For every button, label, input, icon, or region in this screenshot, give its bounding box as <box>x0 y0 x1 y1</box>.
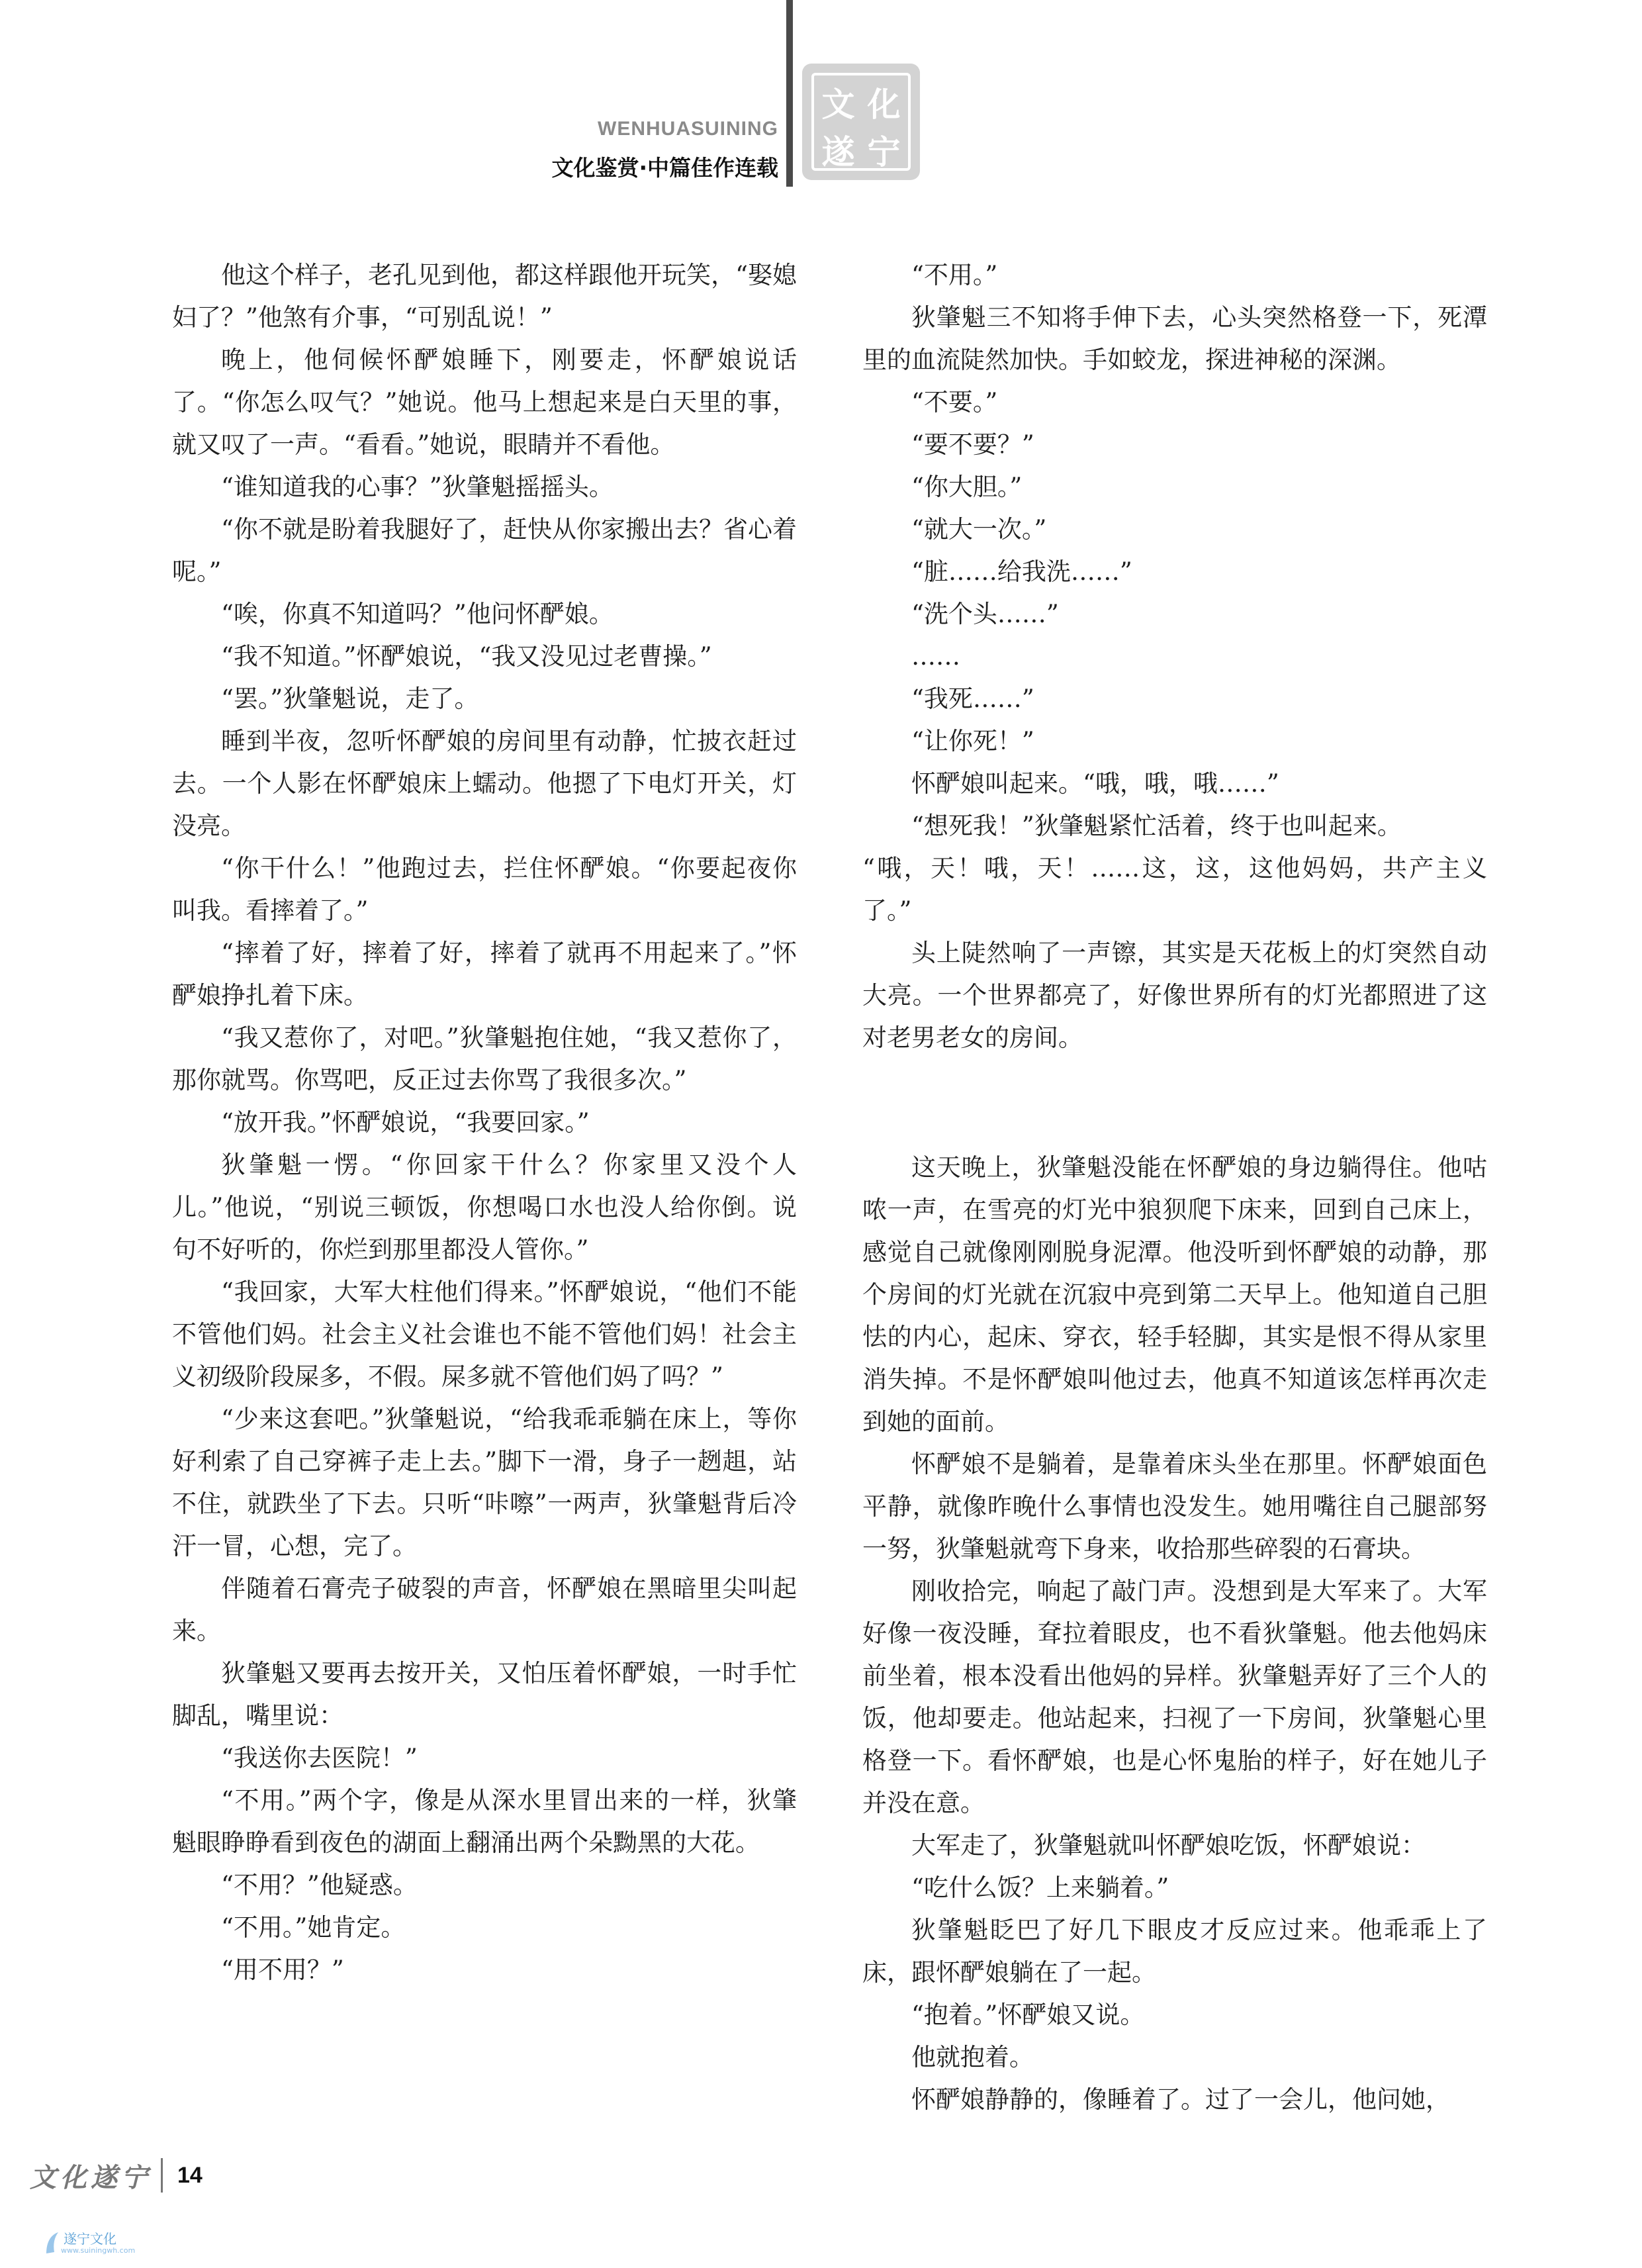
paragraph: “摔着了好，摔着了好，摔着了就再不用起来了。”怀酽娘挣扎着下床。 <box>172 939 797 1010</box>
paragraph: “不用？”他疑惑。 <box>221 1871 418 1899</box>
paragraph: “就大一次。” <box>911 515 1047 543</box>
seal-char: 宁 <box>867 132 901 171</box>
paragraph: 怀酽娘叫起来。“哦，哦，哦……” <box>911 769 1279 798</box>
paragraph: “我不知道。”怀酽娘说，“我又没见过老曹操。” <box>221 642 712 671</box>
header-divider <box>786 0 793 187</box>
paragraph: “你干什么！”他跑过去，拦住怀酽娘。“你要起夜你叫我。看摔着了。” <box>172 854 797 925</box>
footer-divider <box>161 2158 163 2193</box>
paragraph: “哦，天！哦，天！……这，这，这他妈妈，共产主义了。” <box>862 854 1487 925</box>
header-brand-en: WENHUASUINING <box>598 118 778 140</box>
section-break <box>862 1059 1487 1147</box>
paragraph: 怀酽娘不是躺着，是靠着床头坐在那里。怀酽娘面色平静，就像昨晚什么事情也没发生。她用嘴往自己腿部努一努，狄肇魁就弯下身来，收拾那些碎裂的石膏块。 <box>862 1450 1487 1563</box>
paragraph: 刚收拾完，响起了敲门声。没想到是大军来了。大军好像一夜没睡，耷拉着眼皮，也不看狄肇魁。他去他妈床前坐着，根本没看出他妈的异样。狄肇魁弄好了三个人的饭，他却要走。他站起来，扫视了一下房间，狄肇魁心里格登一下。看怀酽娘，也是心怀鬼胎的样子，好在她儿子并没在意。 <box>862 1577 1487 1817</box>
paragraph: “放开我。”怀酽娘说，“我要回家。” <box>221 1108 590 1137</box>
paragraph: “要不要？” <box>911 430 1034 459</box>
watermark-url: www.suiningwh.com <box>61 2245 136 2255</box>
paragraph: 头上陡然响了一声镲，其实是天花板上的灯突然自动大亮。一个世界都亮了，好像世界所有的灯光都照进了这对老男老女的房间。 <box>862 939 1487 1052</box>
paragraph: “唉，你真不知道吗？”他问怀酽娘。 <box>221 600 614 628</box>
paragraph: “用不用？” <box>221 1956 344 1984</box>
seal-char: 文 <box>821 85 855 124</box>
paragraph: 睡到半夜，忽听怀酽娘的房间里有动静，忙披衣赶过去。一个人影在怀酽娘床上蠕动。他摁了下电灯开关，灯没亮。 <box>172 727 797 840</box>
paragraph: “不用。”她肯定。 <box>221 1913 406 1942</box>
paragraph: “想死我！”狄肇魁紧忙活着，终于也叫起来。 <box>911 812 1402 840</box>
paragraph: “我死……” <box>911 685 1034 713</box>
paragraph: “我又惹你了，对吧。”狄肇魁抱住她，“我又惹你了，那你就骂。你骂吧，反正过去你骂了我很多次。” <box>172 1023 797 1094</box>
paragraph: “你不就是盼着我腿好了，赶快从你家搬出去？省心着呢。” <box>172 515 797 586</box>
paragraph: “脏……给我洗……” <box>911 557 1132 586</box>
page-footer <box>30 2157 203 2194</box>
paragraph: 大军走了，狄肇魁就叫怀酽娘吃饭，怀酽娘说： <box>911 1831 1426 1860</box>
paragraph: 狄肇魁又要再去按开关，又怕压着怀酽娘，一时手忙脚乱，嘴里说： <box>172 1659 797 1730</box>
paragraph: “谁知道我的心事？”狄肇魁摇摇头。 <box>221 473 614 501</box>
paragraph: “我送你去医院！” <box>221 1744 418 1772</box>
paragraph: 他就抱着。 <box>911 2043 1034 2071</box>
paragraph: 狄肇魁一愣。“你回家干什么？你家里又没个人儿。”他说，“别说三顿饭，你想喝口水也没人给你倒。说句不好听的，你烂到那里都没人管你。” <box>172 1151 797 1264</box>
footer-magazine-name: 文化遂宁 <box>30 2161 152 2193</box>
paragraph: “吃什么饭？上来躺着。” <box>911 1873 1169 1902</box>
paragraph: 狄肇魁眨巴了好几下眼皮才反应过来。他乖乖上了床，跟怀酽娘躺在了一起。 <box>862 1916 1487 1987</box>
paragraph: …… <box>911 642 960 671</box>
paragraph: 狄肇魁三不知将手伸下去，心头突然格登一下，死潭里的血流陡然加快。手如蛟龙，探进神秘的深渊。 <box>862 303 1487 374</box>
paragraph: 这天晚上，狄肇魁没能在怀酽娘的身边躺得住。他咕哝一声，在雪亮的灯光中狼狈爬下床来，回到自己床上，感觉自己就像刚刚脱身泥潭。他没听到怀酽娘的动静，那个房间的灯光就在沉寂中亮到第二天早上。他知道自己胆怯的内心，起床、穿衣，轻手轻脚，其实是恨不得从家里消失掉。不是怀酽娘叫他过去，他真不知道该怎样再次走到她的面前。 <box>862 1153 1487 1436</box>
paragraph: “我回家，大军大柱他们得来。”怀酽娘说，“他们不能不管他们妈。社会主义社会谁也不能不管他们妈！社会主义初级阶段屎多，不假。屎多就不管他们妈了吗？” <box>172 1278 797 1391</box>
paragraph: “洗个头……” <box>911 600 1059 628</box>
paragraph: 怀酽娘静静的，像睡着了。过了一会儿，他问她， <box>911 2085 1450 2114</box>
paragraph: “让你死！” <box>911 727 1034 755</box>
paragraph: 晚上，他伺候怀酽娘睡下，刚要走，怀酽娘说话了。“你怎么叹气？”她说。他马上想起来是白天里的事，就又叹了一声。“看看。”她说，眼睛并不看他。 <box>172 346 797 459</box>
paragraph: “少来这套吧。”狄肇魁说，“给我乖乖躺在床上，等你好利索了自己穿裤子走上去。”脚下一滑，身子一趔趄，站不住，就跌坐了下去。只听“咔嚓”一两声，狄肇魁背后冷汗一冒，心想，完了。 <box>172 1405 797 1560</box>
left-text-column <box>172 254 797 1991</box>
watermark-text: 遂宁文化 <box>64 2230 116 2247</box>
right-text-column <box>862 254 1487 2121</box>
paragraph: “罢。”狄肇魁说，走了。 <box>221 685 479 713</box>
watermark <box>44 2230 135 2256</box>
wing-icon <box>44 2230 61 2256</box>
paragraph: “不用。” <box>911 261 998 289</box>
paragraph: “抱着。”怀酽娘又说。 <box>911 2001 1145 2029</box>
paragraph: “不要。” <box>911 388 998 416</box>
header-section-title: 文化鉴赏·中篇佳作连载 <box>551 155 778 181</box>
paragraph: 伴随着石膏壳子破裂的声音，怀酽娘在黑暗里尖叫起来。 <box>172 1574 797 1645</box>
paragraph: “你大胆。” <box>911 473 1023 501</box>
seal-char: 遂 <box>821 132 855 171</box>
page-number: 14 <box>177 2162 203 2188</box>
paragraph: “不用。”两个字，像是从深水里冒出来的一样，狄肇魁眼睁睁看到夜色的湖面上翻涌出两个朵黝黑的大花。 <box>172 1786 797 1857</box>
magazine-seal-logo <box>802 64 920 180</box>
paragraph: 他这个样子，老孔见到他，都这样跟他开玩笑，“娶媳妇了？”他煞有介事，“可别乱说！” <box>172 261 797 332</box>
seal-char: 化 <box>867 85 901 124</box>
